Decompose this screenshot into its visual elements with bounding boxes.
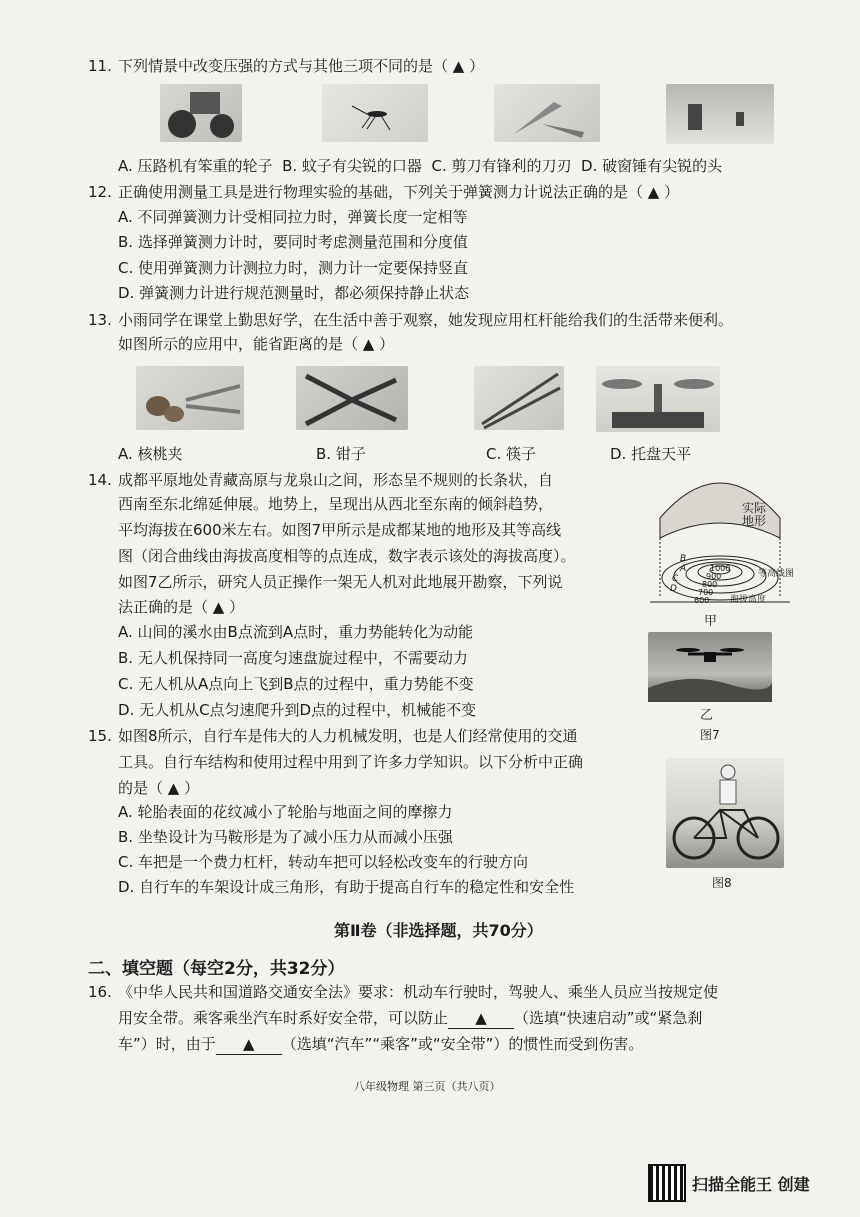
contour-value-900: 900 — [706, 572, 722, 581]
terrain-label: 实际地形 — [742, 501, 767, 528]
figure-7b-drone-photo — [648, 632, 772, 702]
chopsticks-icon — [474, 366, 564, 430]
contour-value-600: 600 — [694, 596, 710, 605]
q11-stem: 11. 下列情景中改变压强的方式与其他三项不同的是（ ▲ ） — [88, 57, 485, 75]
mosquito-icon — [322, 84, 428, 142]
qr-code-icon — [648, 1164, 686, 1202]
nutcracker-photo — [136, 366, 244, 430]
contour-value-1000: 1000 — [710, 564, 731, 573]
nutcracker-icon — [136, 366, 244, 430]
drone-icon — [648, 632, 772, 702]
q14-line-2: 西南至东北绵延伸展。地势上，呈现出从西北至东南的倾斜趋势， — [118, 495, 554, 513]
q14-option-d: D. 无人机从C点匀速爬升到D点的过程中，机械能不变 — [118, 701, 477, 719]
pliers-photo — [296, 366, 408, 430]
q12-option-d: D. 弹簧测力计进行规范测量时，都必须保持静止状态 — [118, 284, 470, 302]
balance-icon — [596, 366, 720, 432]
figure-8-bicycle-photo — [666, 758, 784, 868]
q15-option-c: C. 车把是一个费力杠杆，转动车把可以轻松改变车的行驶方向 — [118, 853, 529, 871]
q13-stem-2: 如图所示的应用中，能省距离的是（ ▲ ） — [118, 335, 395, 353]
contour-value-800: 800 — [702, 580, 718, 589]
q12-option-a: A. 不同弹簧测力计受相同拉力时，弹簧长度一定相等 — [118, 208, 468, 226]
figure-7b-sub-label: 乙 — [700, 708, 714, 723]
chopsticks-photo — [474, 366, 564, 430]
answer-blank-2[interactable]: ▲ — [216, 1034, 282, 1055]
q14-option-b: B. 无人机保持同一高度匀速盘旋过程中，不需要动力 — [118, 649, 468, 667]
q15-option-a: A. 轮胎表面的花纹减小了轮胎与地面之间的摩擦力 — [118, 803, 453, 821]
q13-options: A. 核桃夹 B. 钳子 C. 筷子 D. 托盘天平 — [118, 445, 692, 463]
q16-line-2: 用安全带。乘客乘坐汽车时系好安全带，可以防止 ▲ （选填“快速启动”或“紧急刹 — [118, 1009, 703, 1027]
point-a-label: A — [680, 564, 687, 574]
q12-stem: 12. 正确使用测量工具是进行物理实验的基础，下列关于弹簧测力计说法正确的是（ ▲ ） — [88, 183, 680, 201]
q16-line-3: 车”）时，由于 ▲ （选填“汽车”“乘客”或“安全带”）的惯性而受到伤害。 — [118, 1035, 644, 1053]
road-roller-icon — [160, 84, 242, 142]
scanner-watermark: 扫描全能王 创建 — [692, 1175, 810, 1194]
answer-blank-1[interactable]: ▲ — [448, 1008, 514, 1029]
q14-option-a: A. 山间的溪水由B点流到A点时，重力势能转化为动能 — [118, 623, 474, 641]
page-footer: 八年级物理 第三页（共八页） — [354, 1080, 501, 1093]
section-2-title: 二、填空题（每空2分，共32分） — [88, 959, 345, 979]
point-d-label: D — [670, 584, 677, 594]
point-c-label: C — [672, 574, 679, 584]
mosquito-photo — [322, 84, 428, 142]
point-b-label: B — [680, 554, 687, 564]
q14-line-5: 如图7乙所示，研究人员正操作一架无人机对此地展开勘察，下列说 — [118, 573, 563, 591]
window-hammer-photo — [666, 84, 774, 144]
q13-stem-1: 13. 小雨同学在课堂上勤思好学，在生活中善于观察，她发现应用杠杆能给我们的生活带来便利。 — [88, 311, 734, 329]
q11-options: A. 压路机有笨重的轮子 B. 蚊子有尖锐的口器 C. 剪刀有锋利的刀刃 D. 破窗锤有尖锐的头 — [118, 157, 723, 175]
q14-line-4: 图（闭合曲线由海拔高度相等的点连成，数字表示该处的海拔高度）。 — [118, 547, 576, 565]
scissors-photo — [494, 84, 600, 142]
scissors-icon — [494, 84, 600, 142]
figure-7a-contour-diagram — [640, 468, 800, 618]
q12-option-b: B. 选择弹簧测力计时，要同时考虑测量范围和分度值 — [118, 233, 468, 251]
window-hammer-icon — [666, 84, 774, 144]
q12-option-c: C. 使用弹簧测力计测拉力时，测力计一定要保持竖直 — [118, 259, 469, 277]
q15-line-3: 的是（ ▲ ） — [118, 779, 200, 797]
contour-label: 等高线图 — [758, 569, 795, 579]
pliers-icon — [296, 366, 408, 430]
q15-line-1: 15. 如图8所示，自行车是伟大的人力机械发明，也是人们经常使用的交通 — [88, 727, 578, 745]
road-roller-photo — [160, 84, 242, 142]
q14-line-1: 14. 成都平原地处青藏高原与龙泉山之间，形态呈不规则的长条状，自 — [88, 471, 554, 489]
figure-7a-sub-label: 甲 — [704, 614, 718, 629]
terrain-contour-svg — [640, 468, 800, 618]
q14-line-3: 平均海拔在600米左右。如图7甲所示是成都某地的地形及其等高线 — [118, 521, 562, 539]
q15-line-2: 工具。自行车结构和使用过程中用到了许多力学知识。以下分析中正确 — [118, 753, 584, 771]
q15-option-b: B. 坐垫设计为马鞍形是为了减小压力从而减小压强 — [118, 828, 453, 846]
figure-8-caption: 图8 — [712, 876, 732, 890]
bicycle-icon — [666, 758, 784, 868]
altitude-label: 海拔高度 — [730, 595, 767, 605]
figure-7-caption: 图7 — [700, 728, 720, 742]
q16-line-1: 16. 《中华人民共和国道路交通安全法》要求：机动车行驶时，驾驶人、乘坐人员应当按规定使 — [88, 983, 719, 1001]
part-2-title: 第Ⅱ卷（非选择题，共70分） — [334, 921, 543, 940]
q14-line-6: 法正确的是（ ▲ ） — [118, 598, 245, 616]
balance-photo — [596, 366, 720, 432]
q14-option-c: C. 无人机从A点向上飞到B点的过程中，重力势能不变 — [118, 675, 474, 693]
contour-value-700: 700 — [698, 588, 714, 597]
q15-option-d: D. 自行车的车架设计成三角形，有助于提高自行车的稳定性和安全性 — [118, 878, 575, 896]
